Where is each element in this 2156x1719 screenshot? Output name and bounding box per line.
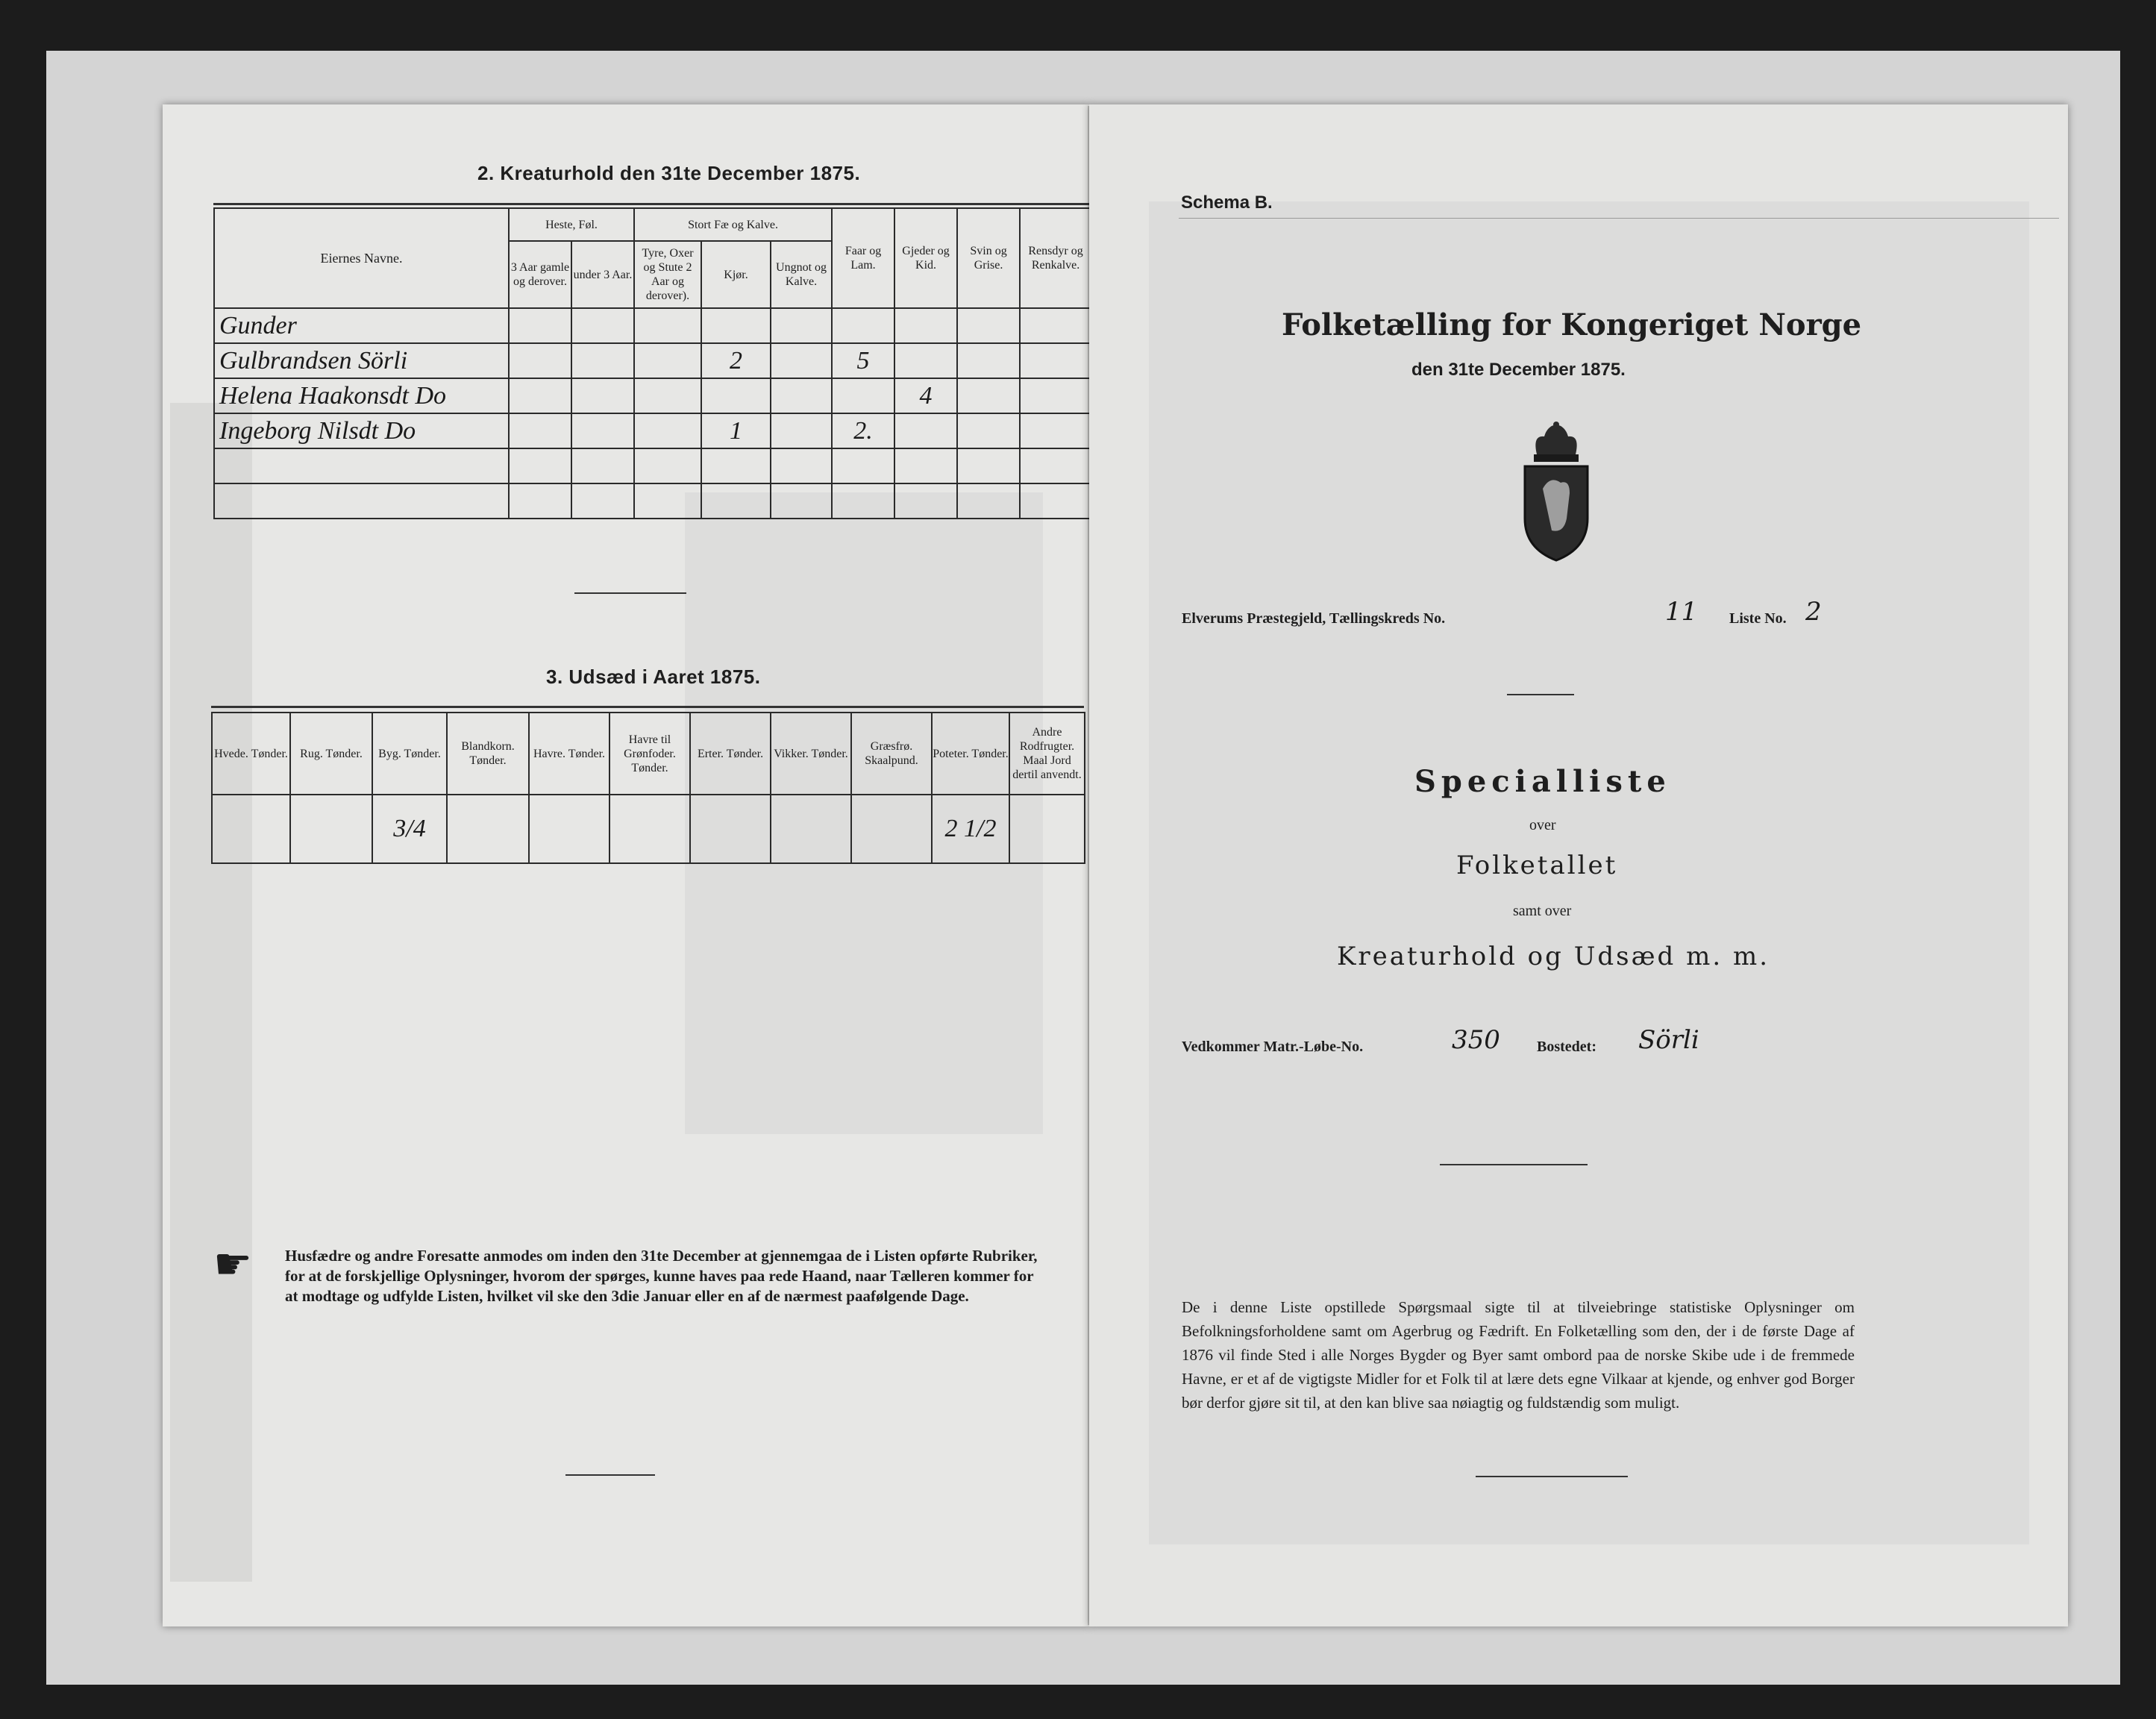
over-text: over [1529,817,1556,833]
cell [634,483,701,519]
cell: 4 [894,378,957,413]
owner-name-cell [214,483,509,519]
table-row [214,413,1091,448]
cell [771,795,851,863]
cell: 2 1/2 [932,795,1009,863]
cell: 2. [832,413,894,448]
owner-name-cell: Gulbrandsen Sörli [214,343,509,378]
faint-rule [1179,218,2059,219]
cell [771,343,832,378]
table-row [214,343,1091,378]
cell [571,413,634,448]
cell [1020,448,1091,483]
col-wheat: Hvede. Tønder. [212,713,290,795]
cell [509,308,571,343]
special-list-heading: Specialliste [1414,764,1671,799]
cell [447,795,529,863]
list-label: Liste No. [1729,610,1787,627]
cell [957,483,1020,519]
cell [1020,413,1091,448]
owner-name-cell: Helena Haakonsdt Do [214,378,509,413]
cell [957,308,1020,343]
separator-line [1440,1164,1588,1165]
separator-line [1476,1476,1628,1477]
cell [957,343,1020,378]
cell [771,448,832,483]
table-row [214,483,1091,519]
livestock-table [213,207,1092,519]
cell: 2 [701,343,771,378]
samt-over-text: samt over [1513,903,1572,919]
schema-label: Schema B. [1181,192,1273,213]
table-row [214,448,1091,483]
cell [894,308,957,343]
cell [1020,308,1091,343]
district-number: 11 [1665,597,1698,627]
col-pigs: Svin og Grise. [957,208,1020,308]
cell [1020,378,1091,413]
cell [894,343,957,378]
cell [832,378,894,413]
col-grass-seed: Græsfrø. Skaalpund. [851,713,932,795]
seed-table [211,712,1085,864]
cell [634,343,701,378]
owner-name-cell: Ingeborg Nilsdt Do [214,413,509,448]
cell [634,308,701,343]
cell [509,378,571,413]
cell [832,483,894,519]
col-goats: Gjeder og Kid. [894,208,957,308]
cell [701,483,771,519]
cell [832,308,894,343]
table-row [214,308,1091,343]
cell [509,413,571,448]
cell [771,378,832,413]
cell [701,378,771,413]
cell [771,483,832,519]
matr-label: Vedkommer Matr.-Løbe-No. [1182,1039,1364,1055]
cell: 1 [701,413,771,448]
cell [832,448,894,483]
rule [213,203,1091,205]
cell [1020,483,1091,519]
cell [634,413,701,448]
cell [509,343,571,378]
cell [894,448,957,483]
cell [634,378,701,413]
parish-label: Elverums Præstegjeld, Tællingskreds No. [1182,610,1446,627]
explanatory-paragraph: De i denne Liste opstillede Spørgsmaal sigte til at tilveiebringe statistiske Oplysninger om Befolkningsforholdene samt om Agerbrug og Fædrift. En Folketælling som den, der i de første Dage af 1876 vil finde Sted i alle Norges Bygder og Byer samt ombord paa de norske Skibe ude i de fremmede Havne, er et af de vigtigste Midler for et Folk til at lære dets egne Vilkaar at kjende, og enhver god Borger bør derfor gjøre sit til, at den kan blive saa nøiagtig og fuldstændig som muligt. [1182,1298,1855,1412]
separator-line [565,1474,655,1476]
cell [571,483,634,519]
cell [509,483,571,519]
folketallet-text: Folketallet [1456,851,1618,880]
col-vetch: Vikker. Tønder. [771,713,851,795]
owner-name-cell: Gunder [214,308,509,343]
cover-date: den 31te December 1875. [1411,360,1626,380]
cell [529,795,609,863]
list-number: 2 [1805,597,1822,627]
section-3-title: 3. Udsæd i Aaret 1875. [546,666,761,688]
bosted-value: Sörli [1638,1025,1699,1055]
col-horses-under3: under 3 Aar. [571,241,634,308]
col-peas: Erter. Tønder. [690,713,771,795]
cell [690,795,771,863]
cell: 5 [832,343,894,378]
notice-text: Husfædre og andre Foresatte anmodes om inden den 31te December at gjennemgaa de i Listen opførte Rubriker, for at de forskjellige Oplysninger, hvorom der spørges, kunne haves paa rede Haand, naar Tælleren kommer for at modtage og udfylde Listen, hvilket vil ske den 3die Januar eller en af de nærmest paafølgende Dage. [285,1247,1038,1305]
col-green-oats: Havre til Grønfoder. Tønder. [609,713,690,795]
col-mixed-grain: Blandkorn. Tønder. [447,713,529,795]
table-row [212,795,1085,863]
cell [771,308,832,343]
matr-number: 350 [1452,1025,1500,1055]
col-barley: Byg. Tønder. [372,713,447,795]
cell [571,378,634,413]
cell [957,413,1020,448]
cell [571,448,634,483]
cell [571,308,634,343]
separator-line [1507,694,1574,695]
cell [851,795,932,863]
pointing-hand-icon: ☛ [213,1239,252,1289]
cell [1009,795,1085,863]
cell [894,413,957,448]
col-potatoes: Poteter. Tønder. [932,713,1009,795]
cell [609,795,690,863]
col-cows: Kjør. [701,241,771,308]
table-row [214,378,1091,413]
col-oats: Havre. Tønder. [529,713,609,795]
bleed-through-text [170,403,252,1582]
cell [957,378,1020,413]
col-young-cattle: Ungnot og Kalve. [771,241,832,308]
cell [290,795,372,863]
cell [701,448,771,483]
cell [771,413,832,448]
col-rye: Rug. Tønder. [290,713,372,795]
kreaturhold-heading: Kreaturhold og Udsæd m. m. [1337,942,1770,971]
cell [957,448,1020,483]
cell: 3/4 [372,795,447,863]
owner-name-cell [214,448,509,483]
cell [701,308,771,343]
col-other-roots: Andre Rodfrugter. Maal Jord dertil anvendt. [1009,713,1085,795]
cell [509,448,571,483]
cell [634,448,701,483]
rule [211,706,1084,708]
bosted-label: Bostedet: [1537,1039,1596,1055]
separator-line [574,592,686,594]
cell [1020,343,1091,378]
coat-of-arms-icon [1514,422,1598,563]
col-sheep: Faar og Lam. [832,208,894,308]
section-2-title: 2. Kreaturhold den 31te December 1875. [477,162,861,184]
col-owner-name: Eiernes Navne. [214,208,509,308]
group-horses: Heste, Føl. [509,208,634,241]
col-bulls: Tyre, Oxer og Stute 2 Aar og derover). [634,241,701,308]
col-reindeer: Rensdyr og Renkalve. [1020,208,1091,308]
cell [212,795,290,863]
cell [894,483,957,519]
cell [571,343,634,378]
cover-title: Folketælling for Kongeriget Norge [1282,307,1862,342]
col-horses-3yr: 3 Aar gamle og derover. [509,241,571,308]
group-cattle: Stort Fæ og Kalve. [634,208,832,241]
